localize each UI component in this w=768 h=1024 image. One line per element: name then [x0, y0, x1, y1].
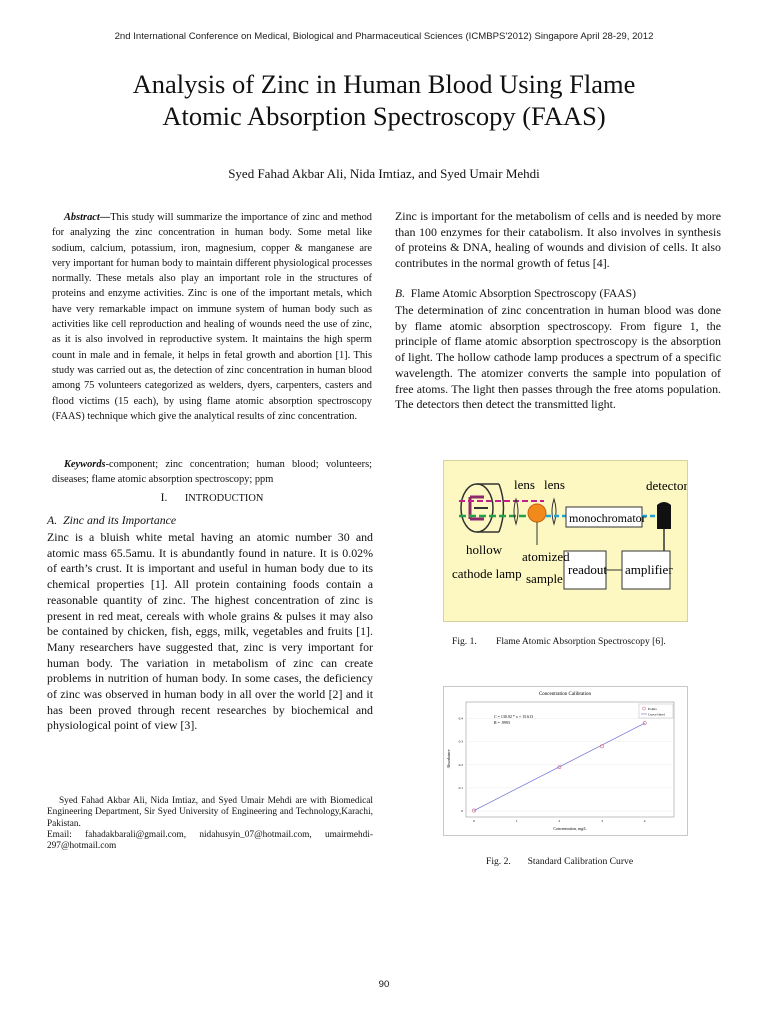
x-tick-label: 2	[558, 819, 561, 823]
y-tick-label: 0.1	[458, 785, 463, 790]
zinc-metabolism-paragraph: Zinc is important for the metabolism of cells and is needed by more than 100 enzymes for their catabolism. It also involves in synthesis of proteins & DNA, healing of wounds and division of cells. It also contributes in the normal growth of fetus [4].	[395, 209, 721, 271]
fig1-label-hollow: hollow	[466, 542, 503, 557]
fig1-label-monochromator: monochromator	[569, 511, 646, 525]
fit-line	[474, 723, 645, 810]
introduction-text: Zinc is a bluish white metal having an atomic number 30 and atomic mass 65.5amu. It is abundantly found in nature. It is 0.02% of earth’s crust. It is important and useful in human body due to its chemical properties [1]. All protein containing foods contain a reasonable quantity of zinc. The highest concentration of zinc is present in red meat, cereals with whole grains & pulses it may also be contained by chicken, fish, eggs, milk, vegetables and fruits [1]. Many researchers have suggested that, zinc is very important for human body. The variation in metabolism of zinc can create problems in nutrition of human body. In some cases, the deficiency of zinc was observed in human body in all over the world [2] and it has been proved through recent researches by biochemical and physiological point of view [3].	[47, 530, 373, 733]
legend-points: Points	[648, 707, 657, 711]
subsection-heading-zinc: A. Zinc and its Importance	[47, 513, 177, 527]
fig1-label-lens-1: lens	[514, 477, 535, 492]
fig1-label-readout: readout	[568, 562, 607, 577]
y-tick-label: 0	[461, 809, 463, 813]
subsection-heading-faas: B. Flame Atomic Absorption Spectroscopy (FAAS)	[395, 287, 636, 300]
keywords	[52, 457, 372, 488]
calibration-chart	[444, 687, 687, 835]
fig1-label-cathode-lamp: cathode lamp	[452, 566, 522, 581]
x-tick-label: 0	[473, 819, 475, 823]
y-axis-label: Absorbance	[446, 749, 451, 769]
x-tick-label: 1	[515, 819, 518, 823]
conference-header: 2nd International Conference on Medical, Biological and Pharmaceutical Sciences (ICMBPS'2012) Singapore April 28-29, 2012	[114, 31, 654, 42]
x-tick-label: 3	[601, 819, 603, 823]
figure-2-caption: Fig. 2. Standard Calibration Curve	[486, 856, 634, 867]
figure-1-caption: Fig. 1. Flame Atomic Absorption Spectroscopy [6].	[452, 636, 666, 647]
author-list: Syed Fahad Akbar Ali, Nida Imtiaz, and Syed Umair Mehdi	[228, 166, 540, 181]
abstract-text: This study will summarize the importance of zinc and method for analyzing the zinc concentration in human body. Some metal like sodium, calcium, potassium, iron, magnesium, copper & manganese are very important for human body to maintain different physiological processes normally. These metals also play an important role in the structures of proteins and enzyme activities. Zinc is one of the important metals, which have very remarkable impact on immune system of human body such as activities like cell reproduction and healing of wounds need the use of zinc, as it is also involved in reproductive system. It maintains the high sperm count in male and in female, it helps in fetal growth and abortion [1]. This study was carried out as, the detection of zinc concentration in human blood among 75 volunteers categorized as welders, dyers, carpenters, casters and flood victims (15 each), by using flame atomic absorption spectroscopy (FAAS) technique which give the analytical results of zinc concentration.	[52, 212, 372, 422]
title-line-2: Atomic Absorption Spectroscopy (FAAS)	[162, 101, 606, 131]
faas-paragraph: The determination of zinc concentration in human blood was done by flame atomic absorption spectroscopy. From figure 1, the principle of flame atomic absorption spectroscopy is the absorption of light. The hollow cathode lamp produces a spectrum of a specific wavelength. The atomizer converts the sample into population of free atoms. The light then passes through the free atoms population. The detectors then detect the transmitted light.	[395, 303, 721, 412]
fig1-label-atomized: atomized	[522, 549, 570, 564]
fig1-label-lens-2: lens	[544, 477, 565, 492]
abstract: Abstract—This study will summarize the importance of zinc and method for analyzing the zinc concentration in human body. Some metal like sodium, calcium, potassium, iron, magnesium, copper & manganese are very important for human body to maintain different physiological processes normally. These metals also play an important role in the structures of proteins and enzyme activities. Zinc is one of the important metals, which have very remarkable impact on immune system of human body such as activities like cell reproduction and healing of wounds need the use of zinc, as it is also involved in reproductive system. It maintains the high sperm count in male and in female, it helps in fetal growth and abortion [1]. This study was carried out as, the detection of zinc concentration in human blood among 75 volunteers categorized as welders, dyers, carpenters, casters and flood victims (15 each), by using flame atomic absorption spectroscopy (FAAS) technique which give the analytical results of zinc concentration.	[52, 212, 372, 422]
figure-2-chart	[443, 686, 688, 836]
x-tick-label: 4	[643, 819, 646, 823]
chart-r-value: R = .9993	[494, 720, 510, 725]
fig1-label-amplifier: amplifier	[625, 562, 673, 577]
faas-diagram	[444, 461, 687, 621]
y-tick-label: 0.2	[458, 762, 463, 767]
footnote-emails: Email: fahadakbarali@gmail.com, nidahusyin_07@hotmail.com, umairmehdi-297@hotmail.com	[47, 829, 373, 852]
x-axis-label: Concentration, mg/L	[553, 826, 587, 831]
fig1-label-sample: sample	[526, 571, 563, 586]
y-tick-label: 0.3	[458, 739, 463, 744]
section-heading-introduction: I. INTRODUCTION	[160, 491, 264, 504]
chart-equation: C = 130.92 * x + 15.613	[494, 714, 534, 719]
author-footnote	[47, 796, 373, 852]
abstract-label: Abstract	[64, 212, 100, 223]
footnote-affiliation: Syed Fahad Akbar Ali, Nida Imtiaz, and Syed Umair Mehdi are with Biomedical Engineering Department, Sir Syed University of Engineering and Technology,Karachi, Pakistan.	[47, 796, 373, 829]
keywords-label: Keywords	[64, 459, 106, 470]
page-number: 90	[378, 979, 390, 990]
legend-curve: Curve fitted	[648, 712, 665, 717]
y-tick-label: 0.4	[458, 716, 463, 721]
paper-title	[40, 68, 728, 132]
chart-title: Concentration Calibration	[538, 692, 592, 697]
keywords-text: -component; zinc concentration; human blood; volunteers; diseases; flame atomic absorption spectroscopy; ppm	[52, 459, 372, 486]
figure-1-diagram	[443, 460, 688, 622]
title-line-1: Analysis of Zinc in Human Blood Using Flame	[132, 69, 636, 99]
fig1-label-detector: detector	[646, 478, 687, 493]
